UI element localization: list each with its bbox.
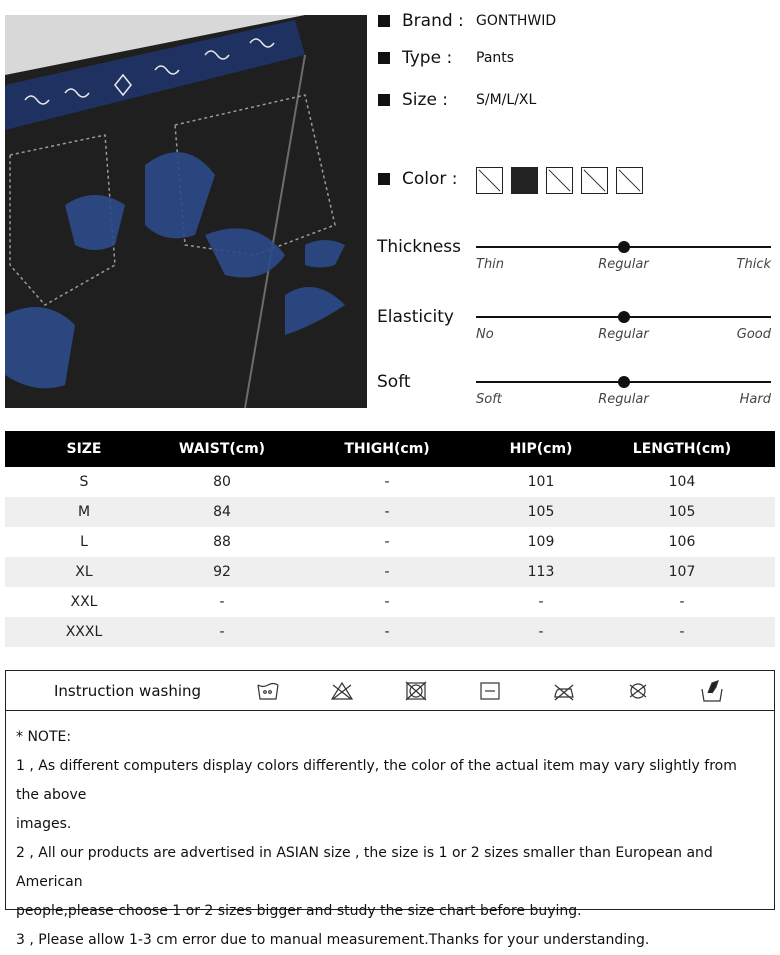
spec-brand bbox=[378, 9, 557, 33]
line-dry-icon bbox=[478, 679, 502, 703]
table-cell: S bbox=[79, 474, 89, 490]
table-cell: 104 bbox=[668, 474, 696, 490]
table-row bbox=[5, 557, 775, 587]
scale-left-label: Soft bbox=[476, 392, 502, 407]
scale-right-label: Good bbox=[736, 327, 771, 342]
note-heading: * NOTE: bbox=[16, 729, 72, 745]
table-cell: 113 bbox=[493, 557, 589, 587]
scale-title-soft: Soft bbox=[377, 372, 411, 392]
note-line-2: 2 , All our products are advertised in ASIAN size , the size is 1 or 2 sizes smaller than European and American bbox=[16, 845, 713, 890]
scale-marker bbox=[618, 241, 630, 253]
table-cell: - bbox=[679, 594, 685, 610]
scale-mid-label: Regular bbox=[598, 257, 649, 272]
table-cell: 105 bbox=[493, 497, 589, 527]
table-cell: - bbox=[281, 497, 493, 527]
color-swatch-4[interactable] bbox=[581, 167, 608, 194]
bullet-icon bbox=[378, 173, 390, 185]
jeans-back-photo-icon bbox=[5, 15, 367, 408]
note-line-2b: people,please choose 1 or 2 sizes bigger and study the size chart before buying. bbox=[16, 903, 582, 919]
notes bbox=[6, 711, 774, 955]
table-cell: 101 bbox=[527, 474, 555, 490]
table-cell: 84 bbox=[163, 497, 281, 527]
table-cell: - bbox=[538, 594, 544, 610]
type-label: Type : bbox=[402, 48, 453, 68]
scale-thickness bbox=[476, 239, 771, 279]
scale-left-label: Thin bbox=[476, 257, 505, 272]
table-cell: M bbox=[5, 497, 163, 527]
scale-title-thickness: Thickness bbox=[377, 237, 462, 257]
washing-box bbox=[5, 670, 775, 948]
table-cell: 107 bbox=[589, 557, 775, 587]
scale-marker bbox=[618, 376, 630, 388]
scale-title-elasticity: Elasticity bbox=[377, 307, 454, 327]
header-hip: HIP(cm) bbox=[493, 431, 589, 467]
note-line-1b: images. bbox=[16, 816, 72, 832]
table-row bbox=[5, 587, 775, 617]
table-cell: 105 bbox=[589, 497, 775, 527]
table-cell: - bbox=[281, 617, 493, 647]
note-line-3: 3 , Please allow 1-3 cm error due to manual measurement.Thanks for your understanding. bbox=[16, 932, 650, 948]
no-tumble-dry-icon bbox=[404, 679, 428, 703]
scale-right-label: Hard bbox=[739, 392, 771, 407]
washing-icons bbox=[256, 679, 774, 703]
table-row bbox=[5, 527, 775, 557]
product-photo bbox=[5, 15, 367, 408]
scale-right-label: Thick bbox=[736, 257, 771, 272]
scale-left-label: No bbox=[476, 327, 494, 342]
size-table-header bbox=[5, 431, 775, 467]
table-cell: - bbox=[163, 617, 281, 647]
color-swatch-2[interactable] bbox=[511, 167, 538, 194]
no-dry-clean-icon bbox=[626, 679, 650, 703]
table-cell: 92 bbox=[163, 557, 281, 587]
spec-color bbox=[378, 167, 476, 191]
hand-wash-icon bbox=[256, 679, 280, 703]
table-cell: - bbox=[384, 534, 390, 550]
size-table bbox=[5, 431, 775, 647]
iron-low-icon bbox=[552, 679, 576, 703]
scale-elasticity bbox=[476, 309, 771, 349]
table-cell: - bbox=[384, 594, 390, 610]
scale-mid-label: Regular bbox=[598, 392, 649, 407]
table-cell: 88 bbox=[213, 534, 231, 550]
table-row bbox=[5, 617, 775, 647]
table-cell: 106 bbox=[668, 534, 696, 550]
note-line-1: 1 , As different computers display colors differently, the color of the actual item may vary slightly from the above bbox=[16, 758, 737, 803]
color-swatch-5[interactable] bbox=[616, 167, 643, 194]
header-thigh: THIGH(cm) bbox=[281, 431, 493, 467]
bullet-icon bbox=[378, 52, 390, 64]
washing-title: Instruction washing bbox=[54, 681, 202, 700]
table-row bbox=[5, 467, 775, 497]
bullet-icon bbox=[378, 94, 390, 106]
color-label: Color : bbox=[402, 169, 458, 189]
brand-label: Brand : bbox=[402, 11, 464, 31]
hand-wash-gentle-icon bbox=[700, 679, 724, 703]
scale-marker bbox=[618, 311, 630, 323]
color-swatch-1[interactable] bbox=[476, 167, 503, 194]
table-cell: - bbox=[589, 617, 775, 647]
table-cell: XXXL bbox=[5, 617, 163, 647]
spec-type bbox=[378, 46, 515, 70]
table-cell: XL bbox=[5, 557, 163, 587]
table-cell: - bbox=[219, 594, 225, 610]
type-value: Pants bbox=[476, 50, 515, 66]
header-waist: WAIST(cm) bbox=[163, 431, 281, 467]
color-swatch-3[interactable] bbox=[546, 167, 573, 194]
size-label: Size : bbox=[402, 90, 449, 110]
size-value: S/M/L/XL bbox=[476, 92, 537, 108]
table-cell: 109 bbox=[527, 534, 555, 550]
table-cell: L bbox=[80, 534, 88, 550]
table-cell: - bbox=[493, 617, 589, 647]
table-cell: - bbox=[281, 557, 493, 587]
header-length: LENGTH(cm) bbox=[589, 431, 775, 467]
washing-header bbox=[6, 671, 774, 711]
brand-value: GONTHWID bbox=[476, 13, 557, 29]
table-row bbox=[5, 497, 775, 527]
table-cell: 80 bbox=[213, 474, 231, 490]
bullet-icon bbox=[378, 15, 390, 27]
no-bleach-icon bbox=[330, 679, 354, 703]
table-cell: - bbox=[384, 474, 390, 490]
color-swatches bbox=[476, 167, 643, 194]
spec-size bbox=[378, 88, 537, 112]
scale-soft bbox=[476, 374, 771, 414]
scale-mid-label: Regular bbox=[598, 327, 649, 342]
header-size: SIZE bbox=[5, 431, 163, 467]
table-cell: XXL bbox=[70, 594, 98, 610]
